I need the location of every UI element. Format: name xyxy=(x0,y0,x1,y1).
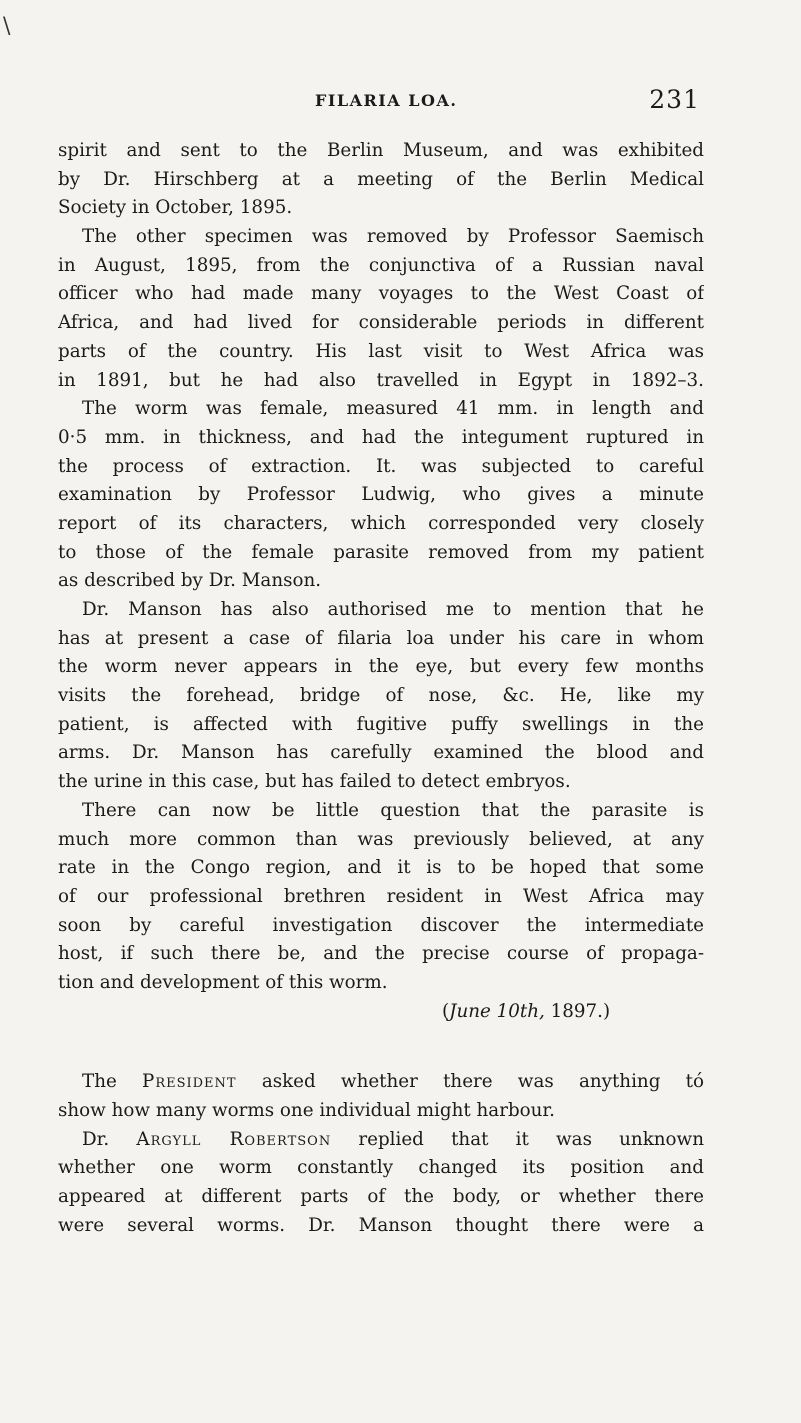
dateline-year: 1897.) xyxy=(544,1000,611,1022)
text-line: Society in October, 1895. xyxy=(58,197,293,219)
text-span: asked whether there was anything tó xyxy=(236,1071,704,1093)
text-line xyxy=(58,1068,704,1097)
text-line: Dr. Manson has also authorised me to mention that he xyxy=(82,599,704,620)
text-span: The xyxy=(82,1071,143,1093)
text-line: rate in the Congo region, and it is to be hoped that some xyxy=(58,857,704,879)
text-line: parts of the country. His last visit to West Africa was xyxy=(58,340,704,362)
text-span: Dr. xyxy=(82,1128,137,1150)
text-span: replied that it was unknown xyxy=(331,1128,704,1150)
dateline xyxy=(58,998,704,1027)
page-number: 231 xyxy=(649,85,700,114)
running-title: FILARIA LOA. xyxy=(315,91,458,110)
corner-mark: \ xyxy=(3,14,11,39)
page-header xyxy=(60,85,700,118)
text-line: show how many worms one individual might harbour. xyxy=(58,1100,555,1121)
text-line: Africa, and had lived for considerable periods in different xyxy=(58,312,704,334)
speaker-argyll-robertson: Argyll Robertson xyxy=(136,1128,332,1150)
text-line: whether one worm constantly changed its position and xyxy=(58,1157,704,1179)
text-line: tion and development of this worm. xyxy=(58,971,388,993)
text-line: The other specimen was removed by Professor Saemisch xyxy=(82,226,704,248)
text-line: as described by Dr. Manson. xyxy=(58,570,322,592)
text-line: soon by careful investigation discover the intermediate xyxy=(58,914,704,936)
text-line: were several worms. Dr. Manson thought there were a xyxy=(58,1214,704,1236)
text-line: of our professional brethren resident in West Africa may xyxy=(58,885,704,907)
text-line: to those of the female parasite removed from my patient xyxy=(58,541,704,563)
text-line: by Dr. Hirschberg at a meeting of the Berlin Medical xyxy=(58,168,704,190)
text-line: in August, 1895, from the conjunctiva of a Russian naval xyxy=(58,254,704,276)
text-line: There can now be little question that the parasite is xyxy=(82,799,704,821)
text-line: much more common than was previously believed, at any xyxy=(58,828,704,850)
dateline-month-day: June 10th, xyxy=(449,1000,545,1022)
text-line: visits the forehead, bridge of nose, &c. He, like my xyxy=(58,685,704,707)
text-line: 0·5 mm. in thickness, and had the integument ruptured in xyxy=(58,426,704,448)
dateline-open: ( xyxy=(442,1000,450,1022)
text-line: arms. Dr. Manson has carefully examined the blood and xyxy=(58,742,704,764)
text-line: officer who had made many voyages to the West Coast of xyxy=(58,283,704,305)
text-line: The worm was female, measured 41 mm. in length and xyxy=(82,398,704,420)
text-line: patient, is affected with fugitive puffy swellings in the xyxy=(58,713,704,735)
speaker-president: President xyxy=(142,1071,237,1093)
paragraph-gap xyxy=(58,1026,704,1068)
text-line: has at present a case of filaria loa under his care in whom xyxy=(58,627,704,649)
text-line xyxy=(58,1126,704,1155)
text-line: report of its characters, which corresponded very closely xyxy=(58,512,704,534)
text-line: the process of extraction. It. was subjected to careful xyxy=(58,455,704,477)
text-line: the worm never appears in the eye, but every few months xyxy=(58,656,704,678)
text-line: in 1891, but he had also travelled in Egypt in 1892–3. xyxy=(58,369,704,391)
text-line: appeared at different parts of the body, or whether there xyxy=(58,1186,704,1208)
text-line: examination by Professor Ludwig, who gives a minute xyxy=(58,484,704,506)
body-text xyxy=(58,137,704,1240)
text-line: the urine in this case, but has failed to detect embryos. xyxy=(58,771,571,793)
text-line: host, if such there be, and the precise course of propaga- xyxy=(58,943,704,965)
text-line: spirit and sent to the Berlin Museum, and was exhibited xyxy=(58,140,704,161)
